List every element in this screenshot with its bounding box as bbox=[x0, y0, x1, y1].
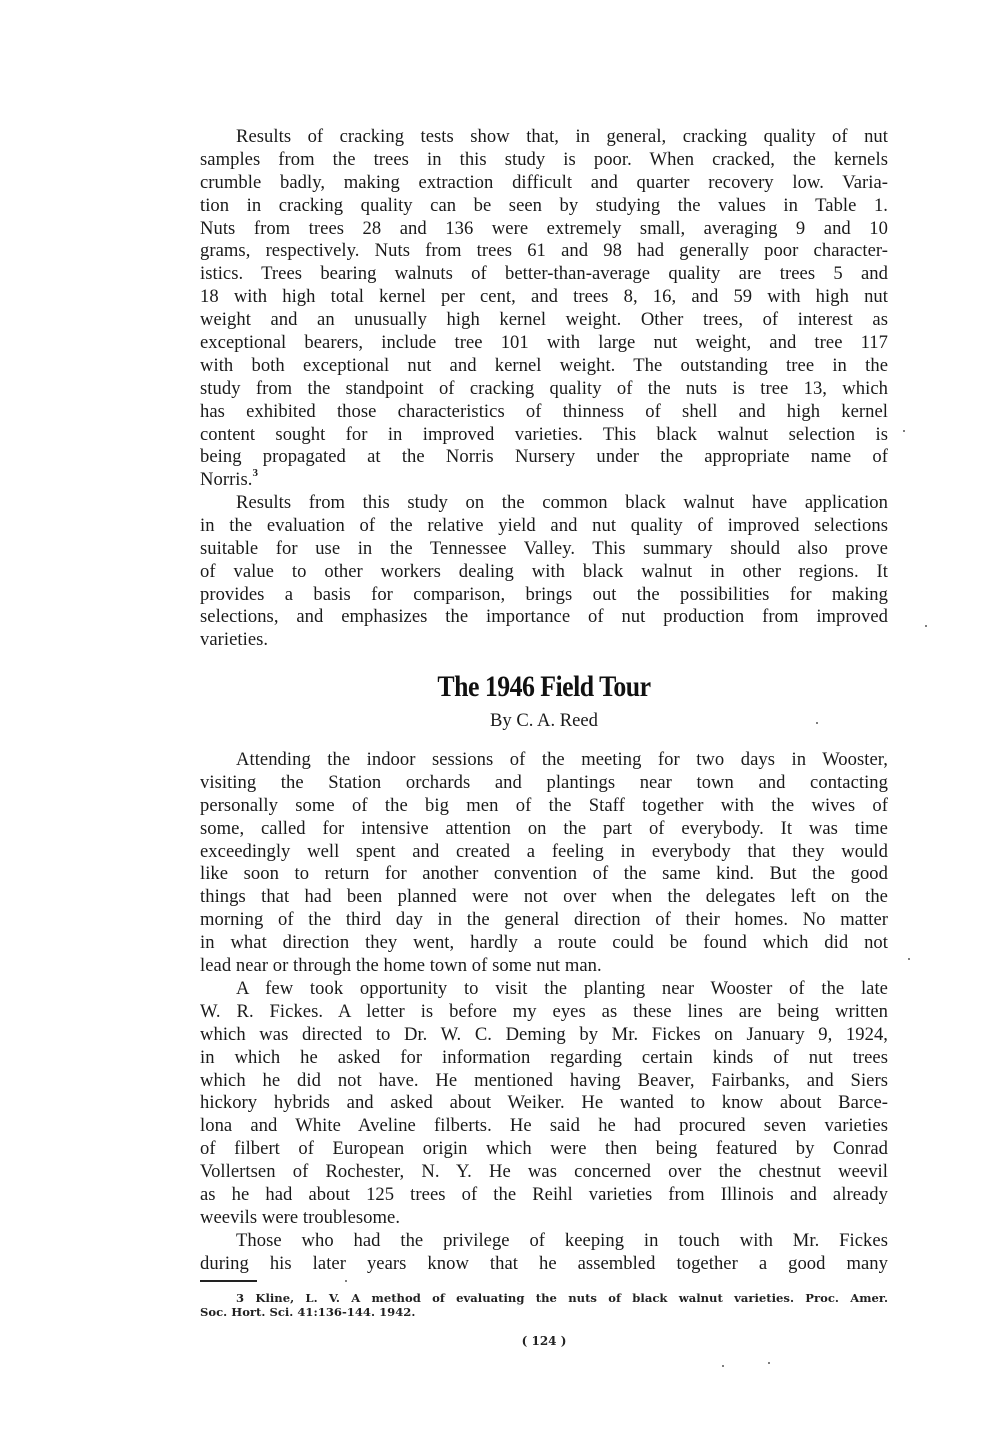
article-byline: By C. A. Reed bbox=[490, 710, 598, 731]
text-line: A few took opportunity to visit the planting near Wooster of the late bbox=[236, 978, 888, 999]
footnote-reference[interactable]: 3 bbox=[252, 467, 259, 480]
text-line: some, called for intensive attention on the part of everybody. It was time bbox=[200, 817, 888, 839]
text-line: suitable for use in the Tennessee Valley. This summary should also prove bbox=[200, 537, 888, 559]
text-line: of filbert of European origin which were then being featured by Conrad bbox=[200, 1138, 888, 1160]
text-line: content sought for in improved varieties. This black walnut selection is bbox=[200, 423, 888, 445]
scan-speck bbox=[345, 1280, 347, 1282]
text-line: grams, respectively. Nuts from trees 61 and 98 had generally poor character- bbox=[200, 240, 888, 262]
text-line: lead near or through the home town of some nut man. bbox=[200, 955, 602, 977]
scan-speck bbox=[722, 1365, 724, 1367]
footnote bbox=[200, 1292, 888, 1319]
text-line: tion in cracking quality can be seen by studying the values in Table 1. bbox=[200, 194, 888, 216]
text-fragment: Norris. bbox=[200, 469, 253, 491]
paragraph-attending-sessions bbox=[200, 749, 888, 978]
footnote-divider bbox=[200, 1280, 257, 1282]
scan-speck bbox=[925, 625, 927, 627]
text-line: in which he asked for information regarding certain kinds of nut trees bbox=[200, 1046, 888, 1068]
scan-speck bbox=[908, 958, 910, 960]
text-line: visiting the Station orchards and plantings near town and contacting bbox=[200, 771, 888, 793]
paragraph-study-application bbox=[200, 492, 888, 652]
text-line: selections, and emphasizes the importance of nut production from improved bbox=[200, 606, 888, 628]
scan-speck bbox=[816, 722, 818, 724]
text-line: Results of cracking tests show that, in general, cracking quality of nut bbox=[236, 126, 888, 147]
text-line: which was directed to Dr. W. C. Deming by Mr. Fickes on January 9, 1924, bbox=[200, 1023, 888, 1045]
scan-speck bbox=[768, 1362, 770, 1364]
scan-speck bbox=[903, 430, 905, 432]
text-line: W. R. Fickes. A letter is before my eyes as these lines are being written bbox=[200, 1000, 888, 1022]
text-line: Attending the indoor sessions of the meeting for two days in Wooster, bbox=[236, 749, 888, 770]
text-line: varieties. bbox=[200, 629, 269, 651]
text-line: weight and an unusually high kernel weight. Other trees, of interest as bbox=[200, 309, 888, 331]
text-line: in the evaluation of the relative yield and nut quality of improved selections bbox=[200, 514, 888, 536]
footnote-line: 3 Kline, L. V. A method of evaluating the nuts of black walnut varieties. Proc. Amer. bbox=[236, 1291, 888, 1305]
text-line: in what direction they went, hardly a route could be found which did not bbox=[200, 932, 888, 954]
text-line: during his later years know that he assembled together a good many bbox=[200, 1252, 888, 1274]
page-number: ( 124 ) bbox=[521, 1334, 567, 1348]
text-line: lona and White Aveline filberts. He said he had procured seven varieties bbox=[200, 1115, 888, 1137]
text-line: being propagated at the Norris Nursery under the appropriate name of bbox=[200, 446, 888, 468]
text-line: provides a basis for comparison, brings out the possibilities for making bbox=[200, 583, 888, 605]
text-line: exceedingly well spent and created a feeling in everybody that they would bbox=[200, 840, 888, 862]
text-line: study from the standpoint of cracking quality of the nuts is tree 13, which bbox=[200, 377, 888, 399]
text-line: has exhibited those characteristics of thinness of shell and high kernel bbox=[200, 400, 888, 422]
text-line: exceptional bearers, include tree 101 with large nut weight, and tree 117 bbox=[200, 332, 888, 354]
footnote-line: Soc. Hort. Sci. 41:136-144. 1942. bbox=[200, 1304, 416, 1319]
paragraph-fickes-planting bbox=[200, 978, 888, 1230]
text-line: samples from the trees in this study is poor. When cracked, the kernels bbox=[200, 148, 888, 170]
text-line: istics. Trees bearing walnuts of better-than-average quality are trees 5 and bbox=[200, 263, 888, 285]
text-line bbox=[200, 469, 888, 492]
text-line: of value to other workers dealing with black walnut in other regions. It bbox=[200, 560, 888, 582]
text-line: with both exceptional nut and kernel weight. The outstanding tree in the bbox=[200, 354, 888, 376]
text-line: as he had about 125 trees of the Reihl varieties from Illinois and already bbox=[200, 1184, 888, 1206]
text-line: morning of the third day in the general direction of their homes. No matter bbox=[200, 909, 888, 931]
text-line: 18 with high total kernel per cent, and trees 8, 16, and 59 with high nut bbox=[200, 286, 888, 308]
text-line: which he did not have. He mentioned having Beaver, Fairbanks, and Siers bbox=[200, 1069, 888, 1091]
text-line: Nuts from trees 28 and 136 were extremely small, averaging 9 and 10 bbox=[200, 217, 888, 239]
text-line: Results from this study on the common black walnut have application bbox=[236, 492, 888, 513]
text-line: weevils were troublesome. bbox=[200, 1206, 401, 1228]
text-line: Those who had the privilege of keeping in touch with Mr. Fickes bbox=[236, 1230, 888, 1251]
paragraph-fickes-later-years bbox=[200, 1230, 888, 1276]
text-line: like soon to return for another convention of the same kind. But the good bbox=[200, 863, 888, 885]
article-title: The 1946 Field Tour bbox=[437, 670, 651, 703]
text-line: personally some of the big men of the Staff together with the wives of bbox=[200, 794, 888, 816]
text-line: Vollertsen of Rochester, N. Y. He was concerned over the chestnut weevil bbox=[200, 1161, 888, 1183]
text-line: crumble badly, making extraction difficult and quarter recovery low. Varia- bbox=[200, 171, 888, 193]
text-line: things that had been planned were not over when the delegates left on the bbox=[200, 886, 888, 908]
text-line: hickory hybrids and asked about Weiker. He wanted to know about Barce- bbox=[200, 1092, 888, 1114]
paragraph-cracking-results bbox=[200, 126, 888, 492]
